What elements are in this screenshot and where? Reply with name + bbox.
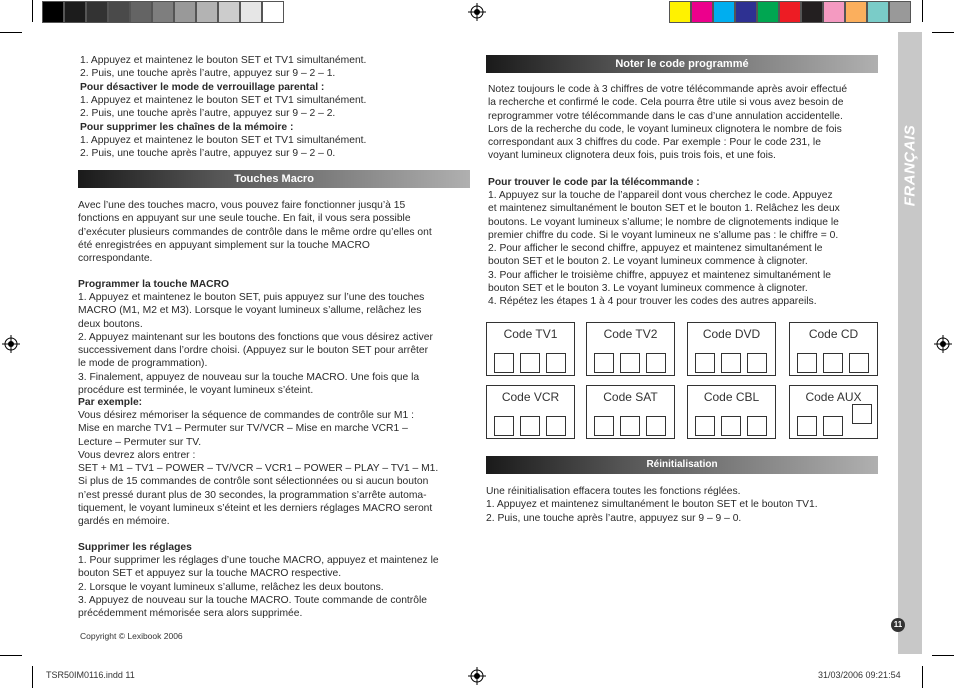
crop-mark (0, 32, 22, 33)
color-swatch (889, 1, 911, 23)
digit-box (494, 353, 514, 373)
program-macro-title: Programmer la touche MACRO (78, 279, 230, 290)
macro-section-header: Touches Macro (78, 170, 470, 188)
program-macro-steps: 1. Appuyez et maintenez le bouton SET, puis appuyez sur l’une des touches MACRO (M1, M2 et M3). Lorsque le voyant lumineux s’allume, relâchez les deux boutons. 2. Appuyez maintenant sur les boutons des fonctions que vous désirez activer successivement dans l’ordre choisi. (Appuyez sur le bouton SET pour arrêter le mode de programmation). 3. Finalement, appuyez de nouveau sur la touche MACRO. Une fois que la procédure est terminée, le voyant lumineux s’éteint. (78, 292, 433, 397)
code-box-sat: Code SAT (586, 385, 675, 439)
digit-box (494, 416, 514, 436)
digit-box (594, 353, 614, 373)
color-swatch (867, 1, 889, 23)
parental-lock-steps: 1. Appuyez et maintenez le bouton SET et TV1 simultanément. 2. Puis, une touche après l’autre, appuyez sur 9 – 2 – 1. (80, 55, 367, 80)
digit-box (594, 416, 614, 436)
color-swatch (130, 1, 152, 23)
registration-mark-icon (2, 335, 20, 353)
color-swatch (669, 1, 691, 23)
digit-box (520, 416, 540, 436)
code-box-cbl: Code CBL (687, 385, 776, 439)
unlock-steps: 1. Appuyez et maintenez le bouton SET et TV1 simultanément. 2. Puis, une touche après l’autre, appuyez sur 9 – 2 – 2. (80, 95, 367, 120)
digit-box (747, 416, 767, 436)
crop-mark (922, 0, 923, 22)
color-swatch (713, 1, 735, 23)
registration-mark-icon (468, 667, 486, 685)
digit-box (849, 353, 869, 373)
digit-box (695, 353, 715, 373)
digit-box (646, 416, 666, 436)
color-swatch (845, 1, 867, 23)
digit-box (546, 416, 566, 436)
digit-box (695, 416, 715, 436)
color-swatch (86, 1, 108, 23)
color-swatch (779, 1, 801, 23)
crop-mark (32, 666, 33, 688)
crop-mark (932, 655, 954, 656)
code-box-tv1: Code TV1 (486, 322, 575, 376)
example-text: Vous désirez mémoriser la séquence de commandes de contrôle sur M1 : Mise en marche TV1 – Permuter sur TV/VCR – Mise en marche VCR1 – Lecture – Permuter sur TV. Vous devrez alors entrer : SET + M1 – TV1 – POWER – TV/VCR – VCR1 – POWER – PLAY – TV1 – M1. Si plus de 15 commandes de contrôle sont sélectionnées ou si aucun bouton n’est pressé durant plus de 30 secondes, la programmation s’arrête automa- tiquement, le voyant lumineux s’éteint et les derniers réglages MACRO seront gardés en mémoire. (78, 410, 439, 528)
macro-intro: Avec l’une des touches macro, vous pouvez faire fonctionner jusqu’à 15 fonctions en appuyant sur une seule touche. En fait, il vous sera possible d’exécuter plusieurs commandes de contrôle dans le même ordre qu’elles ont été enregistrées en appuyant simplement sur la touche MACRO correspondante. (78, 200, 432, 265)
code-box-vcr: Code VCR (486, 385, 575, 439)
find-code-steps: 1. Appuyez sur la touche de l’appareil dont vous cherchez le code. Appuyez et maintenez simultanément le bouton SET et le bouton 1. Relâchez les deux boutons. Le voyant lumineux s’allume; le nombre de clignotements indique le premier chiffre du code. Si le voyant lumineux ne s’allume pas : le chiffre = 0. 2. Pour afficher le second chiffre, appuyez et maintenez simultanément le bouton SET et le bouton 2. Le voyant lumineux commence à clignoter. 3. Pour afficher le troisième chiffre, appuyez et maintenez simultanément le bouton SET et le bouton 3. Le voyant lumineux commence à clignoter. 4. Répétez les étapes 1 à 4 pour trouver les codes des autres appareils. (488, 190, 840, 308)
color-swatch (823, 1, 845, 23)
remove-settings-steps: 1. Pour supprimer les réglages d’une touche MACRO, appuyez et maintenez le bouton SET et appuyez sur la touche MACRO respective. 2. Lorsque le voyant lumineux s’allume, relâchez les deux boutons. 3. Appuyez de nouveau sur la touche MACRO. Toute commande de contrôle précédemment mémorisée sera alors supprimée. (78, 555, 439, 620)
digit-box (620, 353, 640, 373)
color-swatch (64, 1, 86, 23)
registration-mark-icon (468, 3, 486, 21)
footer-file-name: TSR50IM0116.indd 11 (46, 670, 135, 680)
digit-box (520, 353, 540, 373)
footer-date: 31/03/2006 09:21:54 (818, 670, 901, 680)
code-box-aux: Code AUX (789, 385, 878, 439)
language-label: FRANÇAIS (901, 124, 919, 206)
code-box-cd: Code CD (789, 322, 878, 376)
color-swatch (108, 1, 130, 23)
color-swatch (240, 1, 262, 23)
color-swatch (735, 1, 757, 23)
unlock-title: Pour désactiver le mode de verrouillage parental : (80, 82, 325, 93)
color-swatch (196, 1, 218, 23)
color-swatch (757, 1, 779, 23)
digit-box (797, 353, 817, 373)
delete-channels-title: Pour supprimer les chaînes de la mémoire : (80, 122, 294, 133)
crop-mark (0, 655, 22, 656)
color-swatch (218, 1, 240, 23)
code-box-tv2: Code TV2 (586, 322, 675, 376)
color-swatch (174, 1, 196, 23)
color-swatch (801, 1, 823, 23)
copyright: Copyright © Lexibook 2006 (80, 631, 183, 641)
delete-channels-steps: 1. Appuyez et maintenez le bouton SET et TV1 simultanément. 2. Puis, une touche après l’autre, appuyez sur 9 – 2 – 0. (80, 135, 367, 160)
color-swatch (262, 1, 284, 23)
reset-section-header: Réinitialisation (486, 456, 878, 474)
example-title: Par exemple: (78, 397, 143, 408)
page-number: 11 (891, 618, 905, 632)
digit-box (823, 353, 843, 373)
find-code-title: Pour trouver le code par la télécommande : (488, 177, 700, 188)
crop-mark (932, 32, 954, 33)
remove-settings-title: Supprimer les réglages (78, 542, 192, 553)
digit-box (852, 404, 872, 424)
digit-box (747, 353, 767, 373)
digit-box (721, 353, 741, 373)
digit-box (646, 353, 666, 373)
crop-mark (32, 0, 33, 22)
color-swatch (152, 1, 174, 23)
note-code-intro: Notez toujours le code à 3 chiffres de votre télécommande après avoir effectué la recherche et confirmé le code. Cela pourra être utile si vous avez besoin de reprogrammer votre télécommande dans le cas d’une annulation accidentelle. Lors de la recherche du code, le voyant lumineux clignotera le nombre de fois correspondant aux 3 chiffres du code. Par exemple : Pour le code 231, le voyant lumineux clignotera deux fois, puis trois fois, et une fois. (488, 84, 848, 162)
registration-mark-icon (934, 335, 952, 353)
digit-box (620, 416, 640, 436)
digit-box (721, 416, 741, 436)
color-swatch (42, 1, 64, 23)
digit-box (797, 416, 817, 436)
code-box-dvd: Code DVD (687, 322, 776, 376)
crop-mark (922, 666, 923, 688)
reset-steps: Une réinitialisation effacera toutes les fonctions réglées. 1. Appuyez et maintenez simultanément le bouton SET et le bouton TV1. 2. Puis, une touche après l’autre, appuyez sur 9 – 9 – 0. (486, 486, 818, 524)
digit-box (823, 416, 843, 436)
note-code-section-header: Noter le code programmé (486, 55, 878, 73)
color-swatch (691, 1, 713, 23)
digit-box (546, 353, 566, 373)
